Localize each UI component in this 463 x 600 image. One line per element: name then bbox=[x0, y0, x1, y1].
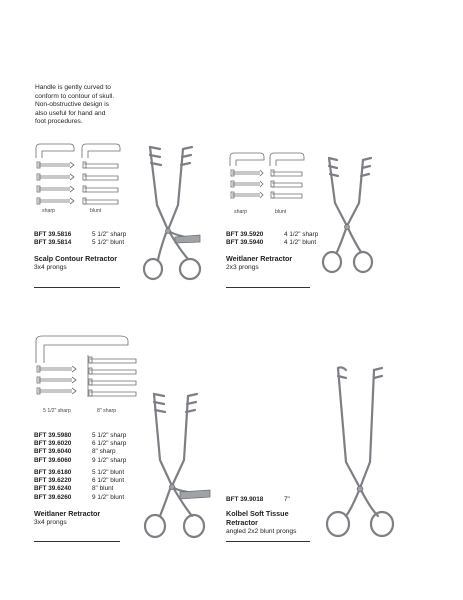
product-code: BFT 39.6260 bbox=[34, 493, 72, 501]
intro-text bbox=[35, 84, 145, 127]
product-code: BFT 39.5920 bbox=[226, 231, 264, 238]
scalp-retractor-image bbox=[130, 135, 210, 285]
intro-line: conform to contour of skull. bbox=[35, 92, 115, 100]
product-code: BFT 39.5816 bbox=[34, 231, 72, 238]
intro-line: Non-obstructive design is bbox=[35, 101, 110, 109]
sharp-label: sharp bbox=[42, 208, 55, 214]
weitlaner-large-retractor-image bbox=[130, 382, 220, 544]
product-codes bbox=[226, 496, 290, 504]
product-subtitle: angled 2x2 blunt prongs bbox=[226, 528, 297, 535]
product-size: 6 1/2" blunt bbox=[92, 477, 125, 485]
product-size: 4 1/2" blunt bbox=[284, 239, 317, 247]
intro-line: Handle is gently curved to bbox=[35, 84, 111, 91]
product-title-line: Kolbel Soft Tissue bbox=[226, 509, 289, 518]
product-title-line: Retractor bbox=[226, 517, 258, 527]
product-size: 7" bbox=[284, 496, 290, 503]
product-codes bbox=[34, 469, 124, 502]
product-code: BFT 39.5980 bbox=[34, 432, 72, 439]
product-size: 9 1/2" blunt bbox=[92, 493, 125, 501]
product-code: BFT 39.6020 bbox=[34, 440, 72, 448]
product-codes bbox=[226, 231, 318, 247]
intro-line: foot procedures. bbox=[35, 118, 83, 126]
weitlaner-retractor-image bbox=[315, 148, 380, 280]
size-label: 8" sharp bbox=[97, 408, 117, 414]
product-size: 6 1/2" sharp bbox=[92, 440, 127, 448]
product-code: BFT 39.6220 bbox=[34, 477, 72, 485]
kolbel-retractor-image bbox=[312, 362, 408, 542]
size-label: 5 1/2" sharp bbox=[43, 408, 71, 414]
product-size: 5 1/2" sharp bbox=[92, 432, 127, 439]
product-size: 8" blunt bbox=[92, 485, 114, 493]
intro-line: also useful for hand and bbox=[35, 109, 106, 117]
product-size: 5 1/2" blunt bbox=[92, 469, 125, 476]
product-subtitle: 3x4 prongs bbox=[34, 519, 67, 526]
product-title: Weitlaner Retractor bbox=[34, 509, 101, 518]
product-size: 9 1/2" sharp bbox=[92, 456, 127, 464]
product-size: 8" sharp bbox=[92, 448, 116, 456]
product-codes bbox=[34, 432, 126, 465]
product-code: BFT 39.6240 bbox=[34, 485, 72, 493]
product-code: BFT 39.5940 bbox=[226, 239, 264, 247]
product-subtitle: 3x4 prongs bbox=[34, 264, 67, 271]
prong-detail-drawing bbox=[228, 152, 308, 206]
prong-detail-drawing bbox=[32, 333, 142, 399]
product-size: 4 1/2" sharp bbox=[284, 231, 319, 238]
product-title: Weitlaner Retractor bbox=[226, 254, 293, 263]
product-code: BFT 39.6180 bbox=[34, 469, 72, 476]
divider bbox=[34, 541, 120, 542]
product-code: BFT 39.6040 bbox=[34, 448, 72, 456]
divider bbox=[226, 287, 310, 288]
product-size: 5 1/2" blunt bbox=[92, 239, 125, 247]
divider bbox=[226, 541, 310, 542]
product-code: BFT 39.9018 bbox=[226, 496, 264, 503]
product-codes bbox=[34, 231, 126, 247]
blunt-label: blunt bbox=[90, 208, 102, 214]
product-code: BFT 39.5814 bbox=[34, 239, 72, 247]
sharp-label: sharp bbox=[234, 209, 247, 215]
product-subtitle: 2x3 prongs bbox=[226, 264, 259, 271]
prong-detail-drawing bbox=[34, 142, 124, 206]
product-title: Scalp Contour Retractor bbox=[34, 254, 118, 263]
product-size: 5 1/2" sharp bbox=[92, 231, 127, 238]
blunt-label: blunt bbox=[275, 209, 287, 215]
divider bbox=[34, 287, 120, 288]
product-code: BFT 39.6060 bbox=[34, 456, 72, 464]
product-title bbox=[226, 510, 289, 527]
